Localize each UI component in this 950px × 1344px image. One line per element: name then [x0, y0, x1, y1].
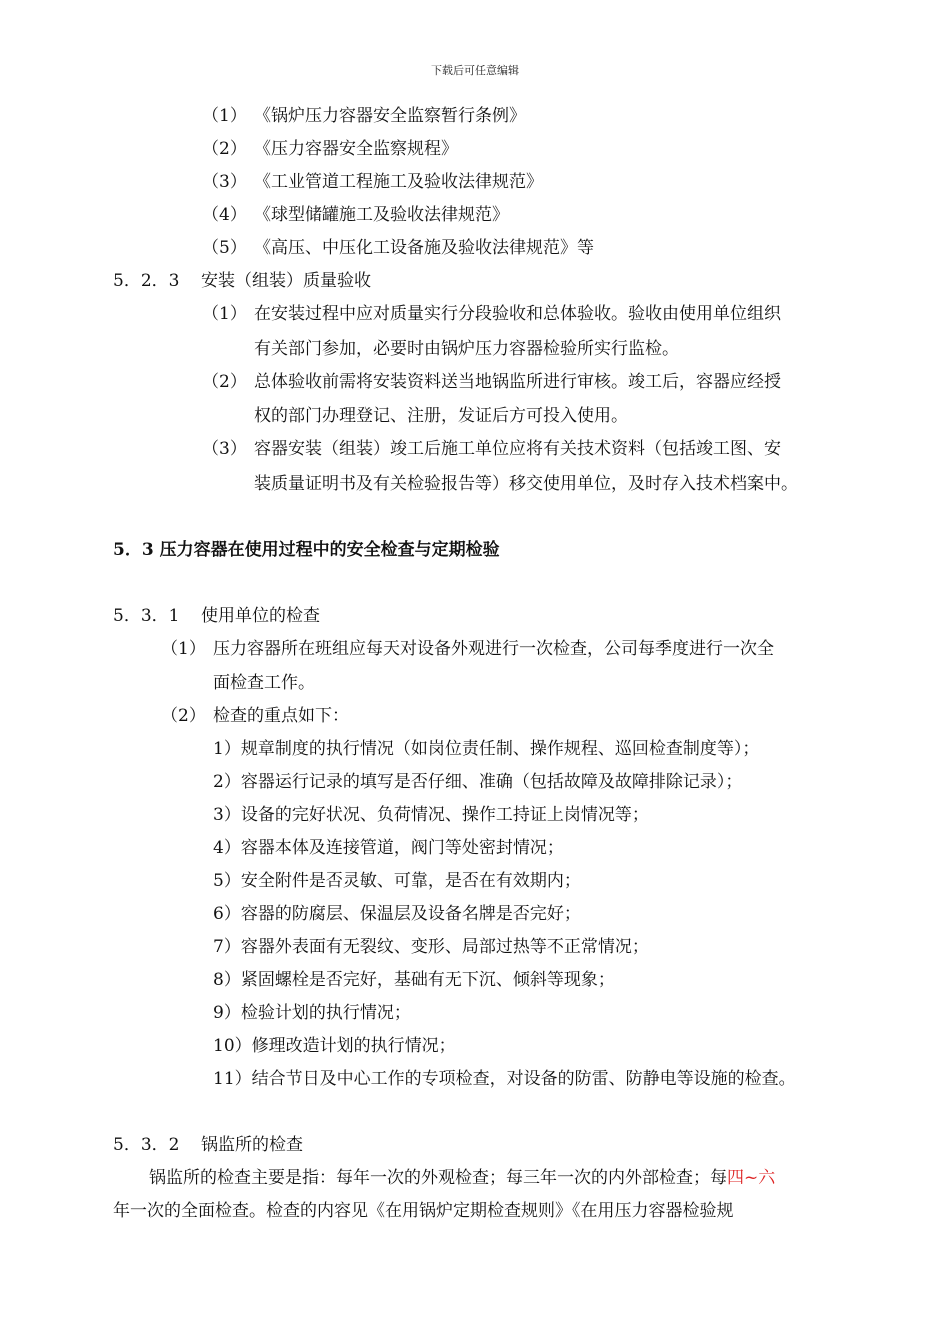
check-point: 1）规章制度的执行情况（如岗位责任制、操作规程、巡回检查制度等）； — [213, 739, 760, 759]
item-number: （1） — [202, 106, 247, 126]
item-number: （1） — [202, 304, 247, 324]
section-title: 使用单位的检查 — [201, 606, 320, 626]
check-point: 7）容器外表面有无裂纹、变形、局部过热等不正常情况； — [213, 937, 649, 957]
list-item — [202, 138, 458, 160]
item-text: 《压力容器安全监察规程》 — [254, 139, 458, 159]
item-text: 《锅炉压力容器安全监察暂行条例》 — [254, 106, 526, 126]
section-title: 安装（组装）质量验收 — [201, 271, 371, 291]
page-header: 下载后可任意编辑 — [431, 64, 519, 77]
item-text: 《高压、中压化工设备施及验收法律规范》等 — [254, 238, 594, 258]
check-point: 8）紧固螺栓是否完好，基础有无下沉、倾斜等现象； — [213, 970, 615, 990]
item-text: 总体验收前需将安装资料送当地锅监所进行审核。竣工后，容器应经授 — [254, 372, 781, 392]
item-text-cont: 面检查工作。 — [213, 673, 315, 693]
item-text-cont: 权的部门办理登记、注册，发证后方可投入使用。 — [254, 406, 628, 426]
check-point: 5）安全附件是否灵敏、可靠，是否在有效期内； — [213, 871, 581, 891]
check-point: 9）检验计划的执行情况； — [213, 1003, 411, 1023]
list-item — [202, 303, 781, 325]
section-heading — [113, 605, 320, 627]
list-item — [161, 705, 349, 727]
section-number: 5．2．3 — [113, 271, 180, 291]
check-point: 10）修理改造计划的执行情况； — [213, 1036, 456, 1056]
list-item — [202, 204, 509, 226]
list-item — [202, 371, 781, 393]
item-number: （3） — [202, 172, 247, 192]
section-number: 5．3．2 — [113, 1135, 180, 1155]
item-number: （2） — [202, 139, 247, 159]
item-number: （2） — [161, 706, 206, 726]
check-point: 6）容器的防腐层、保温层及设备名牌是否完好； — [213, 904, 581, 924]
check-point: 11）结合节日及中心工作的专项检查，对设备的防雷、防静电等设施的检查。 — [213, 1069, 796, 1089]
check-point: 3）设备的完好状况、负荷情况、操作工持证上岗情况等； — [213, 805, 649, 825]
item-number: （4） — [202, 205, 247, 225]
item-text: 在安装过程中应对质量实行分段验收和总体验收。验收由使用单位组织 — [254, 304, 781, 324]
list-item — [202, 237, 594, 259]
item-text: 《工业管道工程施工及验收法律规范》 — [254, 172, 543, 192]
highlight-text: 四~六 — [727, 1168, 776, 1188]
chapter-heading: 5．3 压力容器在使用过程中的安全检查与定期检验 — [113, 540, 500, 560]
list-item — [202, 105, 526, 127]
section-title: 锅监所的检查 — [201, 1135, 303, 1155]
item-text: 检查的重点如下： — [213, 706, 349, 726]
check-point: 4）容器本体及连接管道，阀门等处密封情况； — [213, 838, 564, 858]
section-heading — [113, 1134, 303, 1156]
item-text-cont: 有关部门参加，必要时由锅炉压力容器检验所实行监检。 — [254, 339, 679, 359]
item-number: （2） — [202, 372, 247, 392]
list-item — [202, 171, 543, 193]
paragraph-line — [149, 1167, 775, 1189]
check-point: 2）容器运行记录的填写是否仔细、准确（包括故障及故障排除记录）； — [213, 772, 743, 792]
item-number: （1） — [161, 639, 206, 659]
section-number: 5．3．1 — [113, 606, 180, 626]
item-number: （5） — [202, 238, 247, 258]
section-heading — [113, 270, 371, 292]
item-text: 压力容器所在班组应每天对设备外观进行一次检查，公司每季度进行一次全 — [213, 639, 774, 659]
list-item — [202, 438, 781, 460]
item-number: （3） — [202, 439, 247, 459]
paragraph-line: 年一次的全面检查。检查的内容见《在用锅炉定期检查规则》《在用压力容器检验规 — [113, 1201, 734, 1221]
paragraph-text: 锅监所的检查主要是指：每年一次的外观检查；每三年一次的内外部检查；每 — [149, 1168, 727, 1188]
item-text: 《球型储罐施工及验收法律规范》 — [254, 205, 509, 225]
item-text-cont: 装质量证明书及有关检验报告等）移交使用单位，及时存入技术档案中。 — [254, 474, 798, 494]
list-item — [161, 638, 774, 660]
item-text: 容器安装（组装）竣工后施工单位应将有关技术资料（包括竣工图、安 — [254, 439, 781, 459]
